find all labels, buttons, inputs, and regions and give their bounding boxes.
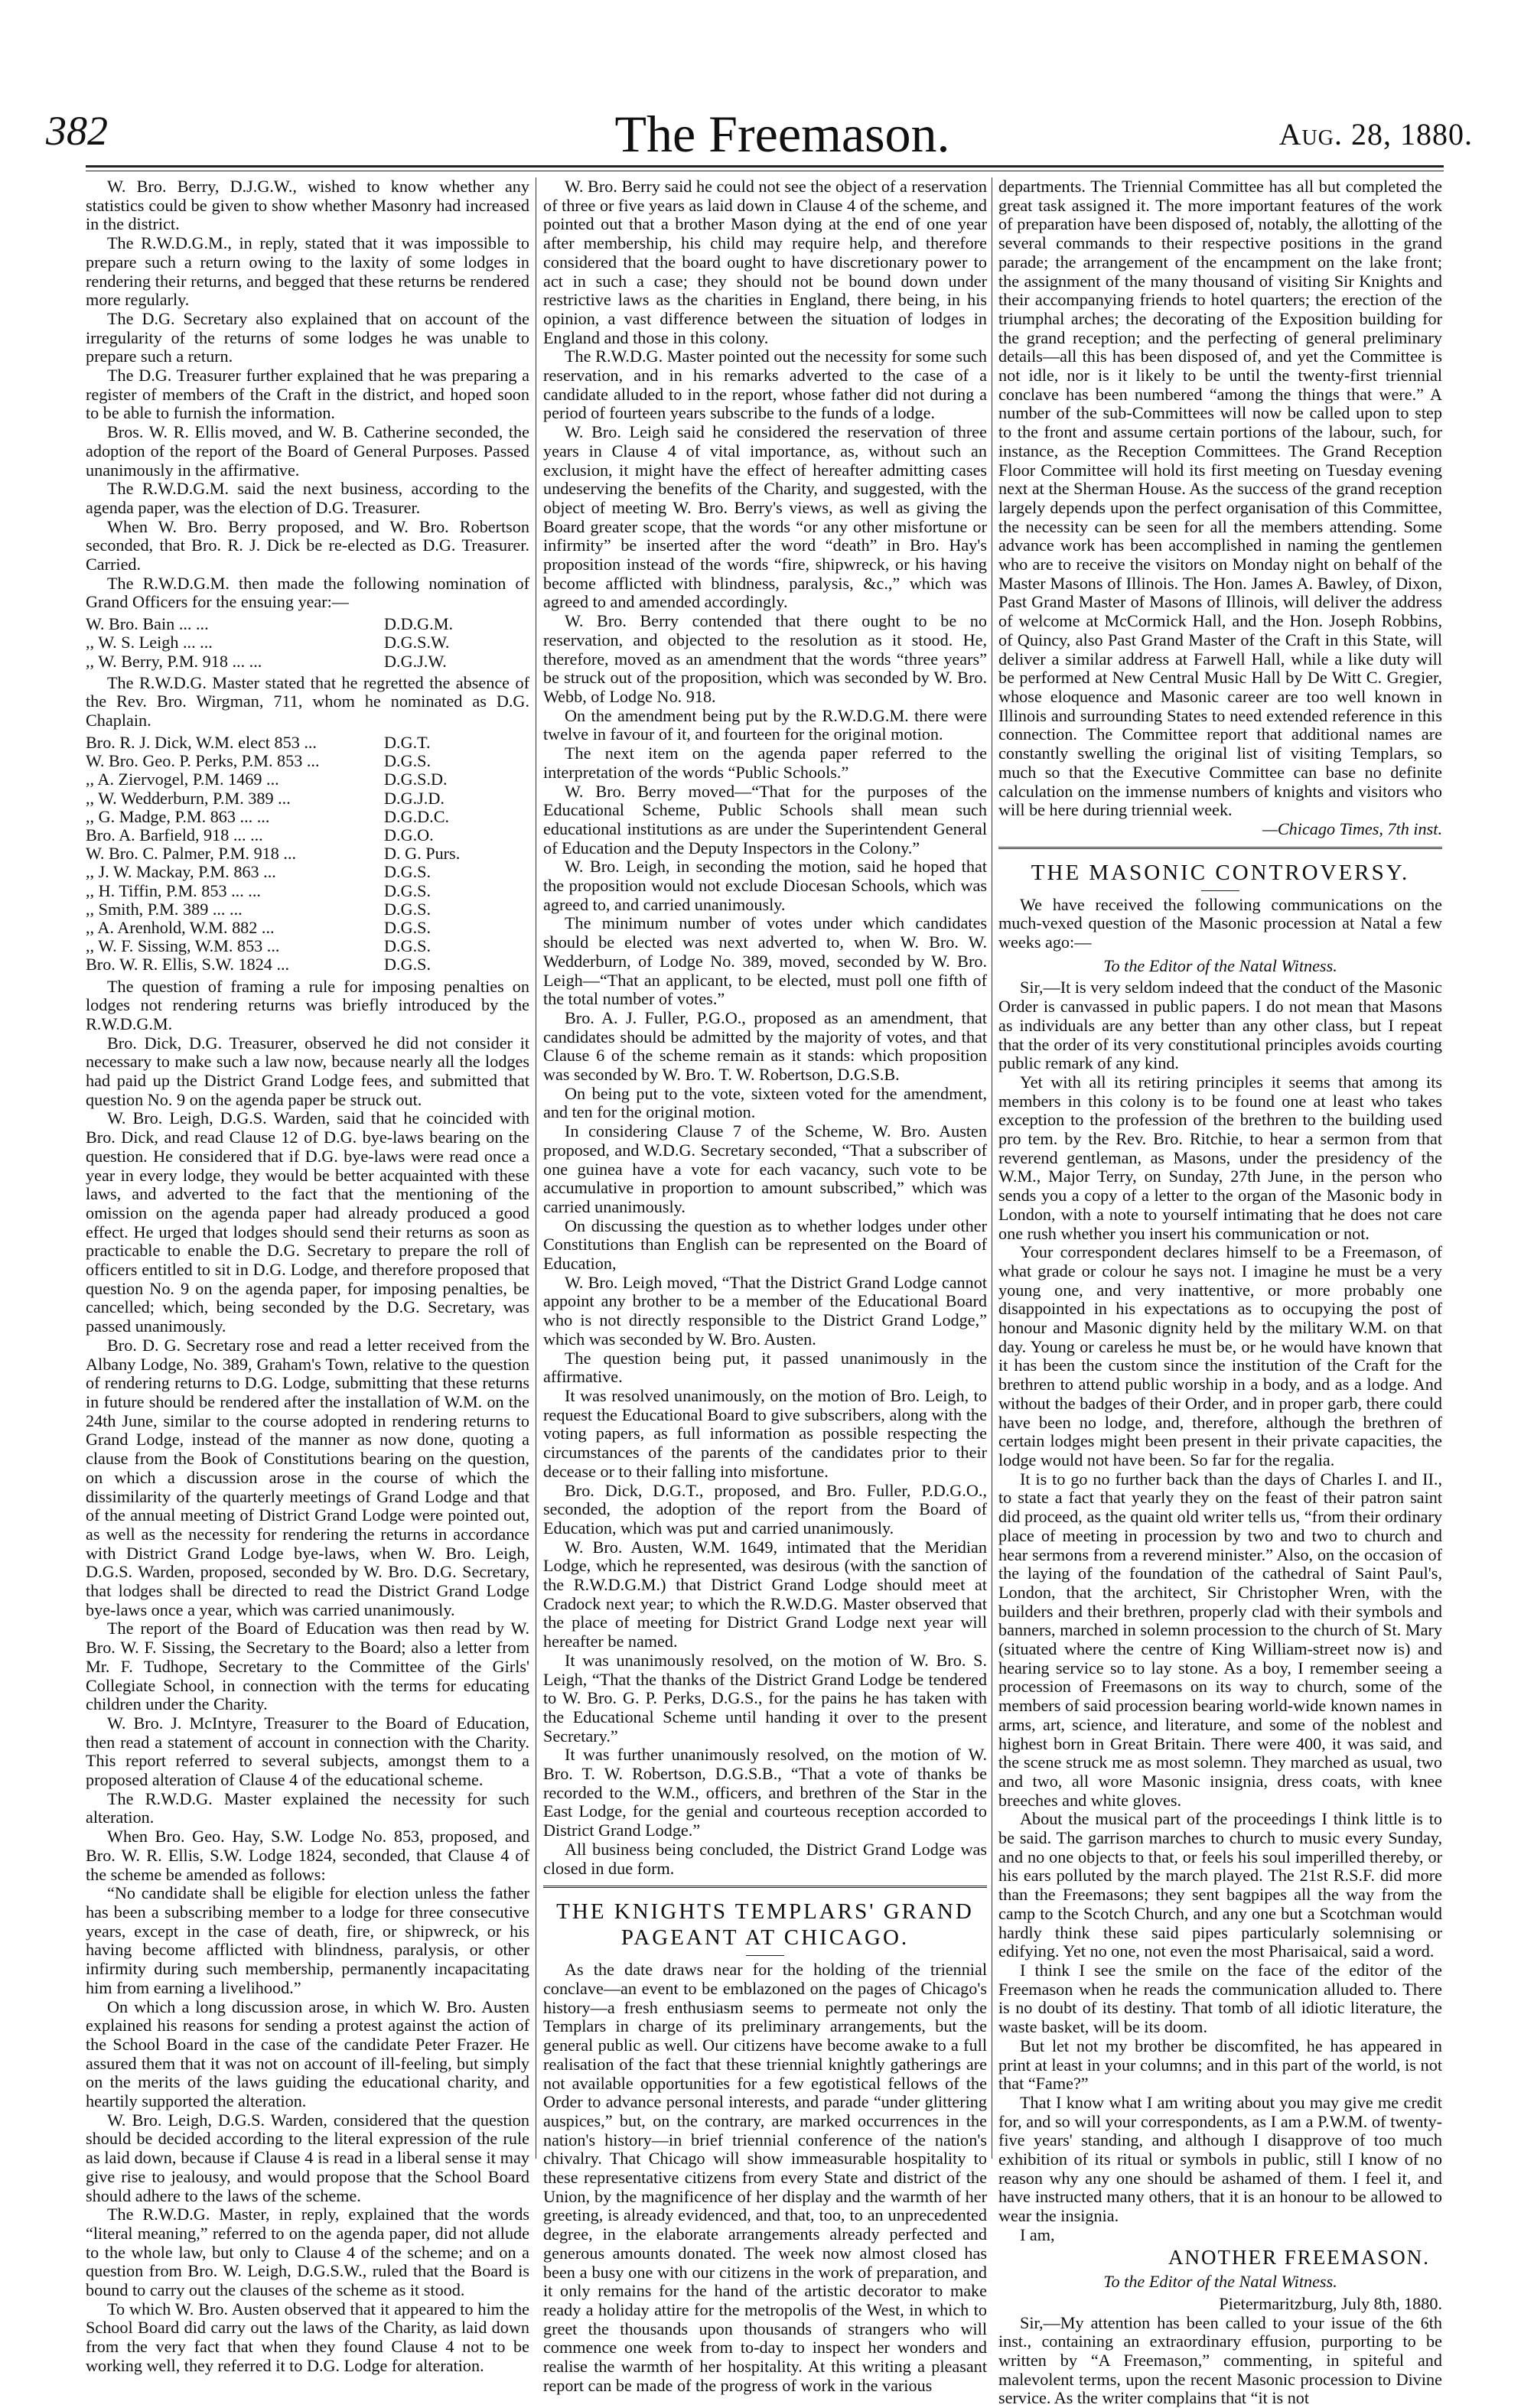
paragraph: It was unanimously resolved, on the motion of W. Bro. S. Leigh, “That the thanks of the District Grand Lodge be tendered to W. Bro. G. P. Perks, D.G.S., for the pains he has taken with the Educational Scheme until handing it over to the present Secretary.” bbox=[543, 1650, 987, 1746]
source-text: —Chicago Times, 7th inst. bbox=[1262, 818, 1442, 838]
page-number: 382 bbox=[46, 108, 108, 154]
officer-list bbox=[86, 615, 529, 671]
officer-office: D.G.S. bbox=[384, 936, 432, 956]
paragraph: Sir,—My attention has been called to your issue of the 6th inst., containing an extraordinary effusion, purporting to be written by “A Freemason,” commenting, in spiteful and malevolent terms, upon the recent Masonic procession to Divine service. As the writer complains that “it is not bbox=[998, 2312, 1442, 2408]
list-item bbox=[86, 955, 529, 974]
paragraph: W. Bro. Leigh said he considered the reservation of three years in Clause 4 of vital importance, as, without such an exclusion, it might have the effect of hereafter admitting cases undeserving the benefits of the Charity, and suggested, with the object of meeting W. Bro. Berry's views, as well as giving the Board greater scope, that the words “or any other misfortune or infirmity” be inserted after the word “death” in Bro. Hay's proposition instead of the words “fire, shipwreck, or his having become afflicted with blindness, paralysis, &c.,” which was agreed to and amended accordingly. bbox=[543, 422, 987, 612]
officer-office: D.G.D.C. bbox=[384, 806, 450, 826]
masthead-rule bbox=[86, 165, 1444, 168]
paragraph: The D.G. Treasurer further explained that he was preparing a register of members of the Craft in the district, and hoped soon to be able to furnish the information. bbox=[86, 366, 529, 423]
officer-list bbox=[86, 734, 529, 975]
paragraph: Bro. Dick, D.G. Treasurer, observed he did not consider it necessary to make such a law now, because nearly all the lodges had paid up the District Grand Lodge fees, and submitted that question No. 9 on the agenda paper be struck out. bbox=[86, 1033, 529, 1109]
officer-name: ,, Smith, P.M. 389 ... ... bbox=[86, 899, 243, 919]
paragraph: It was resolved unanimously, on the motion of Bro. Leigh, to request the Educational Board to give subscribers, along with the voting papers, as full information as possible respecting the circumstances of the parents of the candidates prior to their decease or to their falling into misfortune. bbox=[543, 1386, 987, 1481]
paragraph: Yet with all its retiring principles it seems that among its members in this colony is to be found one at least who takes exception to the profession of the brethren to the building used pro tem. by the Rev. Bro. Ritchie, to hear a sermon from that reverend gentleman, as Masons, under the presidency of the W.M., Major Terry, on Sunday, 27th June, in the person who sends you a copy of a letter to the organ of the Masonic body in London, with a note to yourself intimating that he does not care one rush whether you insert his communication or not. bbox=[998, 1072, 1442, 1243]
article-heading: THE KNIGHTS TEMPLARS' GRAND PAGEANT AT CHICAGO. bbox=[556, 1899, 974, 1951]
paragraph: But let not my brother be discomfited, he has appeared in print at least in your columns; and in this part of the world, is not that “Fame?” bbox=[998, 2035, 1442, 2094]
paragraph: The minimum number of votes under which candidates should be elected was next adverted to, when W. Bro. W. Wedderburn, of Lodge No. 389, moved, seconded by W. Bro. Leigh—“That an applicant, to be elected, must poll one fifth of the total number of votes.” bbox=[543, 913, 987, 1009]
paragraph: W. Bro. J. McIntyre, Treasurer to the Board of Education, then read a statement of account in connection with the Charity. This report referred to several subjects, amongst them to a proposed alteration of Clause 4 of the educational scheme. bbox=[86, 1713, 529, 1790]
paragraph: Bro. Dick, D.G.T., proposed, and Bro. Fuller, P.D.G.O., seconded, the adoption of the report from the Board of Education, which was put and carried unanimously. bbox=[543, 1480, 987, 1538]
list-item bbox=[86, 770, 529, 789]
officer-office: D.G.S. bbox=[384, 899, 432, 919]
officer-office: D.G.O. bbox=[384, 825, 434, 844]
paragraph: W. Bro. Berry moved—“That for the purposes of the Educational Scheme, Public Schools shall mean such educational institutions as are under the Superintendent General of Education and the Deputy Inspectors in the Colony.” bbox=[543, 781, 987, 857]
paragraph: It is to go no further back than the days of Charles I. and II., to state a fact that yearly they on the feast of their patron saint did proceed, as the quaint old writer tells us, “from their ordinary place of meeting in procession by two and two to church and hear sermons from a reverend minister.” Also, on the occasion of the laying of the foundation of the cathedral of Saint Paul's, London, that the architect, Sir Christopher Wren, with the builders and their brethren, properly clad with their symbols and banners, marched in solemn procession to the church of St. Mary (situated where the centre of King William-street now is) and hearing service so to lay stone. As a boy, I remember seeing a procession of Freemasons on its way to church, some of the members of said procession bearing world-wide known names in arms, art, science, and literature, and some of the noblest and highest born in Great Britain. There were 400, it was said, and the scene struck me as most solemn. They marched as usual, two and two, all wore Masonic insignia, dress coats, with knee breeches and white gloves. bbox=[998, 1469, 1442, 1810]
list-item bbox=[86, 919, 529, 937]
column-2 bbox=[543, 177, 987, 2395]
paragraph: I think I see the smile on the face of the editor of the Freemason when he reads the communication alluded to. There is no doubt of its destiny. That tomb of all idiotic literature, the waste basket, will be its doom. bbox=[998, 1960, 1442, 2037]
paragraph: W. Bro. Leigh moved, “That the District Grand Lodge cannot appoint any brother to be a member of the Educational Board who is not directly responsible to the District Grand Lodge,” which was seconded by W. Bro. Austen. bbox=[543, 1272, 987, 1349]
section-rule bbox=[543, 1886, 987, 1888]
paragraph: The D.G. Secretary also explained that on account of the irregularity of the returns of some lodges he was unable to prepare such a return. bbox=[86, 308, 529, 366]
list-item bbox=[86, 844, 529, 863]
issue-date: Aug. 28, 1880. bbox=[1278, 117, 1473, 151]
officer-name: Bro. R. J. Dick, W.M. elect 853 ... bbox=[86, 732, 317, 752]
officer-office: D.G.S. bbox=[384, 751, 432, 771]
officer-name: Bro. A. Barfield, 918 ... ... bbox=[86, 825, 263, 844]
officer-office: D. G. Purs. bbox=[384, 844, 461, 864]
column-1 bbox=[86, 177, 529, 2375]
officer-name: ,, W. F. Sissing, W.M. 853 ... bbox=[86, 936, 280, 956]
paragraph: The report of the Board of Education was then read by W. Bro. W. F. Sissing, the Secretary to the Board; also a letter from Mr. F. Tudhope, Secretary to the Committee of the Girls' Collegiate School, in connection with the terms for educating children under the Charity. bbox=[86, 1619, 529, 1714]
paragraph: On which a long discussion arose, in which W. Bro. Austen explained his reasons for sending a protest against the action of the School Board in the case of the candidate Peter Frazer. He assured them that it was not on account of ill-feeling, but simply on the merits of the laws guiding the educational charity, and heartily supported the alteration. bbox=[86, 1996, 529, 2111]
list-item bbox=[86, 808, 529, 826]
paragraph: To which W. Bro. Austen observed that it appeared to him the School Board did carry out the laws of the Charity, as laid down from the very fact that when they found Clause 4 not to be working well, they referred it to D.G. Lodge for alteration. bbox=[86, 2299, 529, 2375]
officer-name: ,, H. Tiffin, P.M. 853 ... ... bbox=[86, 880, 261, 900]
officer-office: D.D.G.M. bbox=[384, 614, 453, 634]
paragraph: On being put to the vote, sixteen voted for the amendment, and ten for the original motion. bbox=[543, 1083, 987, 1122]
list-item bbox=[86, 826, 529, 844]
masthead bbox=[31, 107, 1534, 161]
paragraph: I am, bbox=[1020, 2224, 1055, 2244]
list-item bbox=[86, 789, 529, 808]
paragraph: All business being concluded, the District Grand Lodge was closed in due form. bbox=[543, 1839, 987, 1878]
officer-office: D.G.S. bbox=[384, 862, 432, 882]
paragraph: When W. Bro. Berry proposed, and W. Bro. Robertson seconded, that Bro. R. J. Dick be re-elected as D.G. Treasurer. Carried. bbox=[86, 516, 529, 574]
officer-name: ,, W. Wedderburn, P.M. 389 ... bbox=[86, 788, 291, 808]
paragraph: That I know what I am writing about you may give me credit for, and so will your correspondents, as I am a P.W.M. of twenty-five years' standing, and although I disapprove of too much exhibition of its ritual or symbols in public, still I know of no reason why any one should be ashamed of them. I feel it, and have instructed many others, that it is an honour to be allowed to wear the insignia. bbox=[998, 2092, 1442, 2226]
paragraph: As the date draws near for the holding of the triennial conclave—an event to be emblazoned on the pages of Chicago's history—a fresh enthusiasm seems to permeate not only the Templars in charge of its preliminary arrangements, but the general public as well. Our citizens have become awake to a full realisation of the fact that these triennial knightly gatherings are not available opportunities for a few egotistical fellows of the Order to advance personal interests, and parade “under glittering auspices,” but, on the contrary, are marked occurrences in the nation's history—in brief triennial conference of the nation's chivalry. That Chicago will show immeasurable hospitality to these representative citizens from every State and district of the Union, by the magnificence of her display and the warmth of her greeting, is already evidenced, and that, too, to an unprecedented degree, in the elaborate arrangements already perfected and generous amounts donated. The week now almost closed has been a busy one with our citizens in the work of preparation, and it only remains for the hand of the artistic decorator to make ready a holiday attire for the metropolis of the West, in which to greet the thousands upon thousands of strangers who will commence one week from to-day to inspect her wonders and realise the warmth of her hospitality. At this writing a pleasant report can be made of the progress of work in the various bbox=[543, 1960, 987, 2395]
list-item bbox=[86, 752, 529, 770]
officer-name: W. Bro. Geo. P. Perks, P.M. 853 ... bbox=[86, 751, 320, 771]
letter-signature: ANOTHER FREEMASON. bbox=[1168, 2245, 1430, 2269]
paragraph: Bros. W. R. Ellis moved, and W. B. Catherine seconded, the adoption of the report of the Board of General Purposes. Passed unanimously in the affirmative. bbox=[86, 422, 529, 480]
article-heading: THE MASONIC CONTROVERSY. bbox=[1031, 860, 1410, 885]
list-item bbox=[86, 937, 529, 955]
dateline: Pietermaritzburg, July 8th, 1880. bbox=[1219, 2293, 1442, 2313]
paragraph: When Bro. Geo. Hay, S.W. Lodge No. 853, proposed, and Bro. W. R. Ellis, S.W. Lodge 1824, seconded, that Clause 4 of the scheme be amended as follows: bbox=[86, 1827, 529, 1884]
officer-office: D.G.T. bbox=[384, 732, 431, 752]
heading-rule bbox=[746, 1955, 784, 1956]
paragraph: The R.W.D.G.M. said the next business, according to the agenda paper, was the election of D.G. Treasurer. bbox=[86, 479, 529, 517]
officer-name: ,, A. Ziervogel, P.M. 1469 ... bbox=[86, 770, 279, 789]
paragraph: On discussing the question as to whether lodges under other Constitutions than English can be represented on the Board of Education, bbox=[543, 1215, 987, 1274]
column-3 bbox=[998, 177, 1442, 2408]
list-item bbox=[86, 882, 529, 900]
officer-office: D.G.J.W. bbox=[384, 651, 447, 671]
officer-name: ,, J. W. Mackay, P.M. 863 ... bbox=[86, 862, 276, 882]
officer-name: W. Bro. C. Palmer, P.M. 918 ... bbox=[86, 844, 297, 864]
paragraph: W. Bro. Leigh, D.G.S. Warden, said that he coincided with Bro. Dick, and read Clause 12 of D.G. bye-laws bearing on the question. He considered that if D.G. bye-laws were read once a year in every lodge, they would be better acquainted with these laws, and adverted to the fact that the mentioning of the omission on the agenda paper had already produced a good effect. He urged that lodges should send their returns as soon as practicable to enable the D.G. Secretary to prepare the roll of officers entitled to sit in D.G. Lodge, and therefore proposed that question No. 9 on the agenda paper, for imposing penalties, be cancelled; which, being seconded by the D.G. Secretary, was passed unanimously. bbox=[86, 1108, 529, 1336]
list-item bbox=[86, 652, 529, 671]
paragraph: departments. The Triennial Committee has all but completed the great task assigned it. The more important features of the work of preparation have been disposed of, notably, the allotting of the several commands to their respective positions in the grand parade; the arrangement of the encampment on the lake front; the assignment of the many thousand of visiting Sir Knights and their accompanying friends to hotel quarters; the erection of the triumphal arches; the decorating of the Exposition building for the grand reception; and the perfecting of general preliminary details—all this has been disposed of, and yet the Committee is not idle, nor is it likely to be until the twenty-first triennial conclave has been numbered “among the things that were.” A number of the sub-Committees will now be called upon to step to the front and assume certain portions of the labour, such, for instance, as the Reception Committees. The Grand Reception Floor Committee will hold its first meeting on Tuesday evening next at the Sherman House. As the success of the grand reception largely depends upon the perfect organisation of this Committee, the necessity can be seen for all the members attending. Some advance work has been accomplished in naming the gentlemen who are to receive the visitors on Monday night on behalf of the Master Masons of Illinois. The Hon. James A. Bawley, of Dixon, Past Grand Master of Masons of Illinois, will deliver the address of welcome at McCormick Hall, and the Hon. Joseph Robbins, of Quincy, also Past Grand Master of the Craft in this State, will deliver a similar address at Farwell Hall, while a like duty will be performed at New Central Music Hall by De Witt C. Gregier, whose eloquence and Masonic career are too well known in Illinois and surrounding States to need extended reference in this connection. The Committee report that additional names are constantly swelling the original list of visiting Templars, so much so that the Executive Committee can base no definite calculation on the immense numbers of knights and visitors who will be here during triennial week. bbox=[998, 177, 1442, 820]
paragraph: On the amendment being put by the R.W.D.G.M. there were twelve in favour of it, and fourteen for the original motion. bbox=[543, 705, 987, 744]
officer-name: ,, W. S. Leigh ... ... bbox=[86, 633, 213, 652]
officer-name: Bro. W. R. Ellis, S.W. 1824 ... bbox=[86, 955, 290, 975]
heading-rule bbox=[1201, 890, 1239, 891]
letter-address: To the Editor of the Natal Witness. bbox=[1103, 2272, 1337, 2292]
paragraph: The next item on the agenda paper referred to the interpretation of the words “Public Schools.” bbox=[543, 744, 987, 782]
paragraph: The R.W.D.G. Master pointed out the necessity for some such reservation, and in his remarks adverted to the case of a candidate alluded to in the report, whose father did not during a period of fourteen years subscribe to the funds of a lodge. bbox=[543, 347, 987, 423]
source-credit bbox=[998, 820, 1442, 839]
paragraph: The R.W.D.G.M. then made the following nomination of Grand Officers for the ensuing year:— bbox=[86, 573, 529, 612]
paragraph: Sir,—It is very seldom indeed that the conduct of the Masonic Order is canvassed in public papers. I do not mean that Masons as individuals are any better than any other class, but I repeat that the order of its very constitutional principles avoids courting public remark of any kind. bbox=[998, 978, 1442, 1073]
paragraph: “No candidate shall be eligible for election unless the father has been a subscribing member to a lodge for three consecutive years, except in the case of death, fire, or shipwreck, or his having become afflicted with blindness, paralysis, or other infirmity during such membership, permanently incapacitating him from earning a livelihood.” bbox=[86, 1883, 529, 1997]
paragraph: W. Bro. Berry, D.J.G.W., wished to know whether any statistics could be given to show whether Masonry had increased in the district. bbox=[86, 177, 529, 234]
officer-office: D.G.J.D. bbox=[384, 788, 445, 808]
paragraph: We have received the following communications on the much-vexed question of the Masonic procession at Natal a few weeks ago:— bbox=[998, 894, 1442, 952]
paragraph: W. Bro. Leigh, in seconding the motion, said he hoped that the proposition would not exclude Diocesan Schools, which was agreed to, and carried unanimously. bbox=[543, 857, 987, 914]
paragraph: W. Bro. Berry contended that there ought to be no reservation, and objected to the resolution as it stood. He, therefore, moved as an amendment that the words “three years” be struck out of the proposition, which was seconded by W. Bro. Webb, of Lodge No. 918. bbox=[543, 611, 987, 706]
officer-name: ,, A. Arenhold, W.M. 882 ... bbox=[86, 917, 275, 937]
paragraph: W. Bro. Berry said he could not see the object of a reservation of three or five years as laid down in Clause 4 of the scheme, and pointed out that a brother Mason dying at the end of one year after membership, his child may require help, and therefore considered that the board ought to have discretionary power to act in such a case; they should not be bound down under restrictive laws as the charities in England, there being, in his opinion, a vast difference between the situation of lodges in England and those in this colony. bbox=[543, 177, 987, 347]
paragraph: About the musical part of the proceedings I think little is to be said. The garrison marches to church to music every Sunday, and no one objects to that, or feels his soul imperilled thereby, or his ears polluted by the march played. The 21st R.S.F. did more than the Freemasons; they sent bagpipes all the way from the camp to the Scotch Church, and any one but a Scotchman would hardly think these said pipes particularly solemnising or edifying. Yet no one, not even the most Pharisaical, said a word. bbox=[998, 1809, 1442, 1961]
officer-name: ,, G. Madge, P.M. 863 ... ... bbox=[86, 806, 270, 826]
officer-office: D.G.S.W. bbox=[384, 633, 450, 652]
publication-title: The Freemason. bbox=[614, 105, 950, 163]
list-item bbox=[86, 615, 529, 633]
list-item bbox=[86, 900, 529, 919]
letter-address: To the Editor of the Natal Witness. bbox=[1103, 955, 1337, 975]
officer-office: D.G.S. bbox=[384, 955, 432, 975]
paragraph: Bro. A. J. Fuller, P.G.O., proposed as an amendment, that candidates should be admitted by the majority of votes, and that Clause 6 of the scheme remain as it stands: which proposition was seconded by W. Bro. T. W. Robertson, D.G.S.B. bbox=[543, 1007, 987, 1085]
paragraph: The question of framing a rule for imposing penalties on lodges not rendering returns was briefly introduced by the R.W.D.G.M. bbox=[86, 976, 529, 1033]
paragraph: Bro. D. G. Secretary rose and read a letter received from the Albany Lodge, No. 389, Graham's Town, relative to the question of rendering returns to D.G. Lodge, submitting that these returns in future should be rendered after the installation of W.M. on the 24th June, similar to the course adopted in rendering returns to Grand Lodge, instead of the manner as now done, quoting a clause from the Book of Constitutions bearing on the question, on which a discussion arose in the course of which the dissimilarity of the quarterly meetings of Grand Lodge and that of the annual meeting of District Grand Lodge were pointed out, as well as the necessity for rendering the returns in accordance with District Grand Lodge bye-laws, when W. Bro. Leigh, D.G.S. Warden, proposed, seconded by W. Bro. D.G. Secretary, that lodges shall be directed to read the District Grand Lodge bye-laws once a year, which was carried unanimously. bbox=[86, 1335, 529, 1619]
paragraph: W. Bro. Austen, W.M. 1649, intimated that the Meridian Lodge, which he represented, was desirous (with the sanction of the R.W.D.G.M.) that District Grand Lodge should meet at Cradock next year; to which the R.W.D.G. Master observed that the place of meeting for District Grand Lodge next year will hereafter be named. bbox=[543, 1537, 987, 1651]
paragraph: The R.W.D.G. Master, in reply, explained that the words “literal meaning,” referred to on the agenda paper, did not allude to the whole law, but only to Clause 4 of the scheme; and on a question from Bro. W. Leigh, D.G.S.W., ruled that the Board is bound to carry out the clauses of the scheme as it stood. bbox=[86, 2205, 529, 2300]
section-rule bbox=[998, 847, 1442, 849]
officer-name: W. Bro. Bain ... ... bbox=[86, 614, 209, 634]
list-item bbox=[86, 633, 529, 652]
paragraph: The R.W.D.G.M., in reply, stated that it was impossible to prepare such a return owing to the laxity of some lodges in rendering their returns, and begged that these returns be rendered more regularly. bbox=[86, 233, 529, 310]
paragraph: The question being put, it passed unanimously in the affirmative. bbox=[543, 1348, 987, 1387]
list-item bbox=[86, 734, 529, 752]
paragraph: The R.W.D.G. Master explained the necessity for such alteration. bbox=[86, 1788, 529, 1827]
officer-name: ,, W. Berry, P.M. 918 ... ... bbox=[86, 651, 262, 671]
officer-office: D.G.S. bbox=[384, 917, 432, 937]
list-item bbox=[86, 863, 529, 881]
officer-office: D.G.S. bbox=[384, 880, 432, 900]
officer-office: D.G.S.D. bbox=[384, 770, 448, 789]
paragraph: Your correspondent declares himself to be a Freemason, of what grade or colour he says not. I imagine he must be a very young one, and very inattentive, or more probably one disappointed in his expectations as to occupying the post of honour and Masonic dignity held by the military W.M. on that day. Young or careless he must be, or he would have known that it has been the custom since the institution of the Craft for the brethren to attend public worship in a body, and as a lodge. And without the badges of their Order, and in proper garb, there could have been no lodge, and, therefore, although the brethren of certain lodges might been present in their private capacities, the lodge would not have been. So far for the regalia. bbox=[998, 1242, 1442, 1469]
paragraph: W. Bro. Leigh, D.G.S. Warden, considered that the question should be decided according to the literal expression of the rule as laid down, because if Clause 4 is read in a liberal sense it may give rise to jealousy, and would propose that the School Board should adhere to the laws of the scheme. bbox=[86, 2110, 529, 2205]
paragraph: In considering Clause 7 of the Scheme, W. Bro. Austen proposed, and W.D.G. Secretary seconded, “That a subscriber of one guinea have a vote for each vacancy, such vote to be accumulative in proportion to amount subscribed,” which was carried unanimously. bbox=[543, 1121, 987, 1216]
paragraph: It was further unanimously resolved, on the motion of W. Bro. T. W. Robertson, D.G.S.B., “That a vote of thanks be recorded to the W.M., officers, and brethren of the Star in the East Lodge, for the genial and courteous reception accorded to District Grand Lodge.” bbox=[543, 1745, 987, 1840]
paragraph: The R.W.D.G. Master stated that he regretted the absence of the Rev. Bro. Wirgman, 711, whom he nominated as D.G. Chaplain. bbox=[86, 672, 529, 731]
